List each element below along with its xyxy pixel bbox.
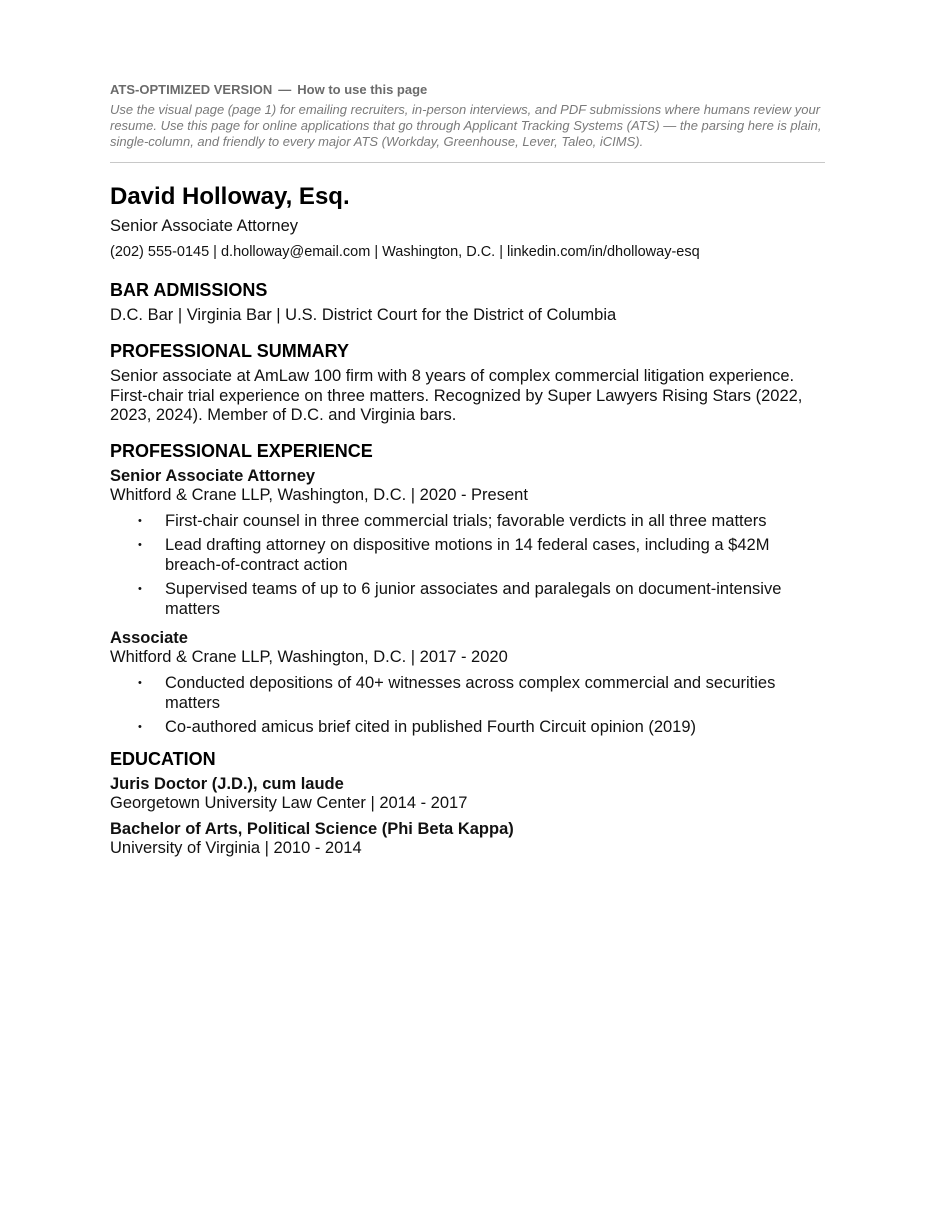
degree: Bachelor of Arts, Political Science (Phi Beta Kappa) [110, 819, 514, 838]
job-organization: Whitford & Crane LLP, Washington, D.C. | 2017 - 2020 [110, 647, 508, 666]
bullet-icon: • [138, 582, 142, 595]
bullet-text: First-chair counsel in three commercial trials; favorable verdicts in all three matters [165, 511, 767, 530]
contact-line: (202) 555-0145 | d.holloway@email.com | Washington, D.C. | linkedin.com/in/dholloway-esq [110, 244, 700, 260]
school: University of Virginia | 2010 - 2014 [110, 838, 362, 857]
bullet-text: Conducted depositions of 40+ witnesses across complex commercial and securities matters [165, 673, 776, 712]
divider [110, 162, 825, 163]
candidate-name: David Holloway, Esq. [110, 183, 350, 210]
bullet-text: Co-authored amicus brief cited in published Fourth Circuit opinion (2019) [165, 717, 697, 736]
experience-heading: PROFESSIONAL EXPERIENCE [110, 440, 373, 461]
bullet-item [110, 673, 825, 713]
summary-text: Senior associate at AmLaw 100 firm with 8 years of complex commercial litigation experience. First-chair trial experience on three matters. Recognized by Super Lawyers Rising Stars (2022, 2023, 2024). Member of D.C. and Virginia bars. [110, 367, 803, 424]
education-heading: EDUCATION [110, 748, 216, 769]
degree: Juris Doctor (J.D.), cum laude [110, 774, 344, 793]
bullet-icon: • [138, 676, 142, 689]
bar-admissions-text: D.C. Bar | Virginia Bar | U.S. District Court for the District of Columbia [110, 306, 617, 324]
job-organization: Whitford & Crane LLP, Washington, D.C. | 2020 - Present [110, 485, 528, 504]
bullet-icon: • [138, 514, 142, 527]
bullet-icon: • [138, 538, 142, 551]
ats-note-body: Use the visual page (page 1) for emailing recruiters, in-person interviews, and PDF submissions where humans review your resume. Use this page for online applications that go through Applicant Tracking Systems (ATS) — the parsing here is plain, single-column, and friendly to every major ATS (Workday, Greenhouse, Lever, Taleo, iCIMS). [110, 102, 822, 149]
education-entry [110, 774, 825, 813]
summary-heading: PROFESSIONAL SUMMARY [110, 341, 350, 361]
school: Georgetown University Law Center | 2014 - 2017 [110, 793, 468, 812]
bullet-text: Lead drafting attorney on dispositive motions in 14 federal cases, including a $42M breach-of-contract action [165, 535, 770, 574]
bullet-icon: • [138, 720, 142, 733]
candidate-title: Senior Associate Attorney [110, 217, 299, 235]
job-entry [110, 628, 825, 737]
education-entry [110, 819, 825, 858]
bullet-item [110, 511, 825, 531]
job-title: Associate [110, 628, 188, 647]
job-bullets [110, 511, 825, 619]
ats-note-label: ATS-OPTIMIZED VERSION [110, 82, 273, 97]
job-title: Senior Associate Attorney [110, 466, 316, 485]
bullet-item [110, 579, 825, 619]
job-bullets [110, 673, 825, 737]
ats-note-separator: — [278, 82, 292, 97]
job-entry [110, 466, 825, 619]
bullet-item [110, 717, 825, 737]
ats-note-heading: How to use this page [297, 82, 428, 97]
bullet-item [110, 535, 825, 575]
bullet-text: Supervised teams of up to 6 junior associates and paralegals on document-intensive matters [165, 579, 782, 618]
ats-note-header [110, 82, 825, 98]
bar-admissions-heading: BAR ADMISSIONS [110, 280, 268, 300]
